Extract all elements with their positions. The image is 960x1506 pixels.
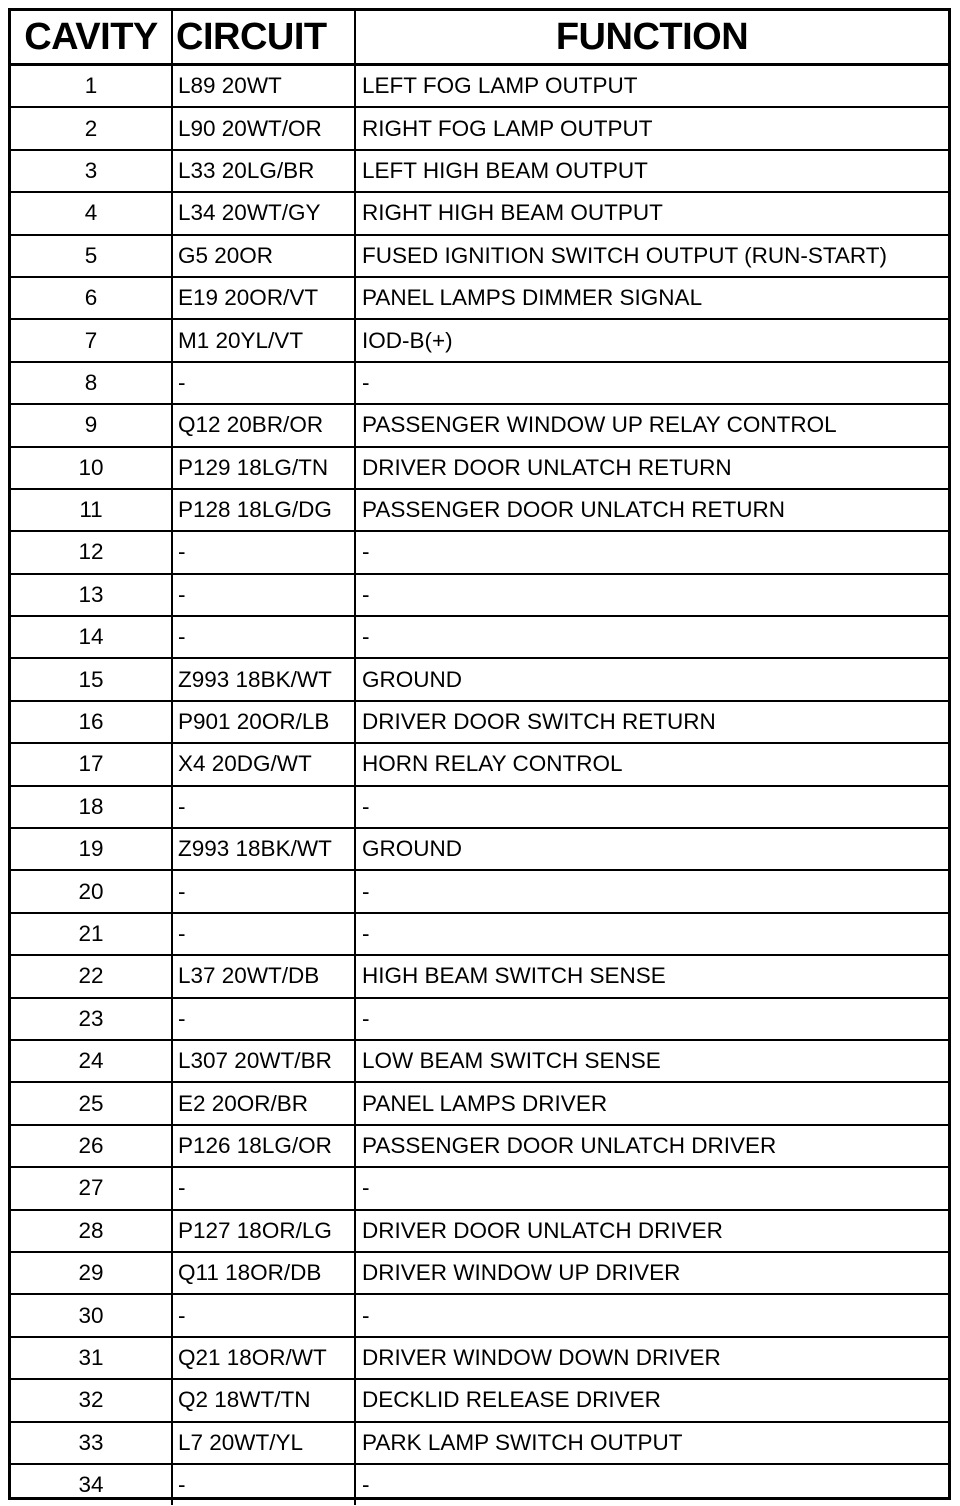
function-cell: - [355, 913, 948, 955]
pinout-table [11, 11, 948, 1505]
function-cell: - [355, 616, 948, 658]
circuit-cell: L89 20WT [172, 65, 355, 108]
cavity-cell: 17 [11, 743, 172, 785]
cavity-cell: 6 [11, 277, 172, 319]
header-function: FUNCTION [355, 11, 948, 65]
table-row [11, 447, 948, 489]
function-cell: DRIVER WINDOW UP DRIVER [355, 1252, 948, 1294]
cavity-cell: 30 [11, 1294, 172, 1336]
cavity-cell: 34 [11, 1464, 172, 1505]
cavity-cell: 21 [11, 913, 172, 955]
table-row [11, 743, 948, 785]
table-row [11, 786, 948, 828]
table-row [11, 1294, 948, 1336]
circuit-cell: E19 20OR/VT [172, 277, 355, 319]
function-cell: DRIVER DOOR SWITCH RETURN [355, 701, 948, 743]
table-row [11, 531, 948, 573]
table-header [11, 11, 948, 65]
cavity-cell: 9 [11, 404, 172, 446]
cavity-cell: 26 [11, 1125, 172, 1167]
circuit-cell: G5 20OR [172, 235, 355, 277]
circuit-cell: L34 20WT/GY [172, 192, 355, 234]
cavity-cell: 1 [11, 65, 172, 108]
table-row [11, 574, 948, 616]
circuit-cell: Q2 18WT/TN [172, 1379, 355, 1421]
function-cell: GROUND [355, 658, 948, 700]
table-row [11, 701, 948, 743]
function-cell: - [355, 574, 948, 616]
function-cell: LOW BEAM SWITCH SENSE [355, 1040, 948, 1082]
cavity-cell: 29 [11, 1252, 172, 1294]
cavity-cell: 3 [11, 150, 172, 192]
table-row [11, 658, 948, 700]
function-cell: HORN RELAY CONTROL [355, 743, 948, 785]
cavity-cell: 19 [11, 828, 172, 870]
table-row [11, 1379, 948, 1421]
table-row [11, 998, 948, 1040]
function-cell: GROUND [355, 828, 948, 870]
cavity-cell: 7 [11, 319, 172, 361]
function-cell: PANEL LAMPS DIMMER SIGNAL [355, 277, 948, 319]
function-cell: IOD-B(+) [355, 319, 948, 361]
cavity-cell: 4 [11, 192, 172, 234]
table-row [11, 1167, 948, 1209]
circuit-cell: Z993 18BK/WT [172, 828, 355, 870]
function-cell: RIGHT FOG LAMP OUTPUT [355, 107, 948, 149]
cavity-cell: 15 [11, 658, 172, 700]
table-row [11, 1422, 948, 1464]
function-cell: DECKLID RELEASE DRIVER [355, 1379, 948, 1421]
table-row [11, 192, 948, 234]
table-row [11, 870, 948, 912]
circuit-cell: - [172, 574, 355, 616]
table-row [11, 1125, 948, 1167]
function-cell: LEFT FOG LAMP OUTPUT [355, 65, 948, 108]
cavity-cell: 23 [11, 998, 172, 1040]
header-circuit: CIRCUIT [172, 11, 355, 65]
function-cell: - [355, 786, 948, 828]
function-cell: DRIVER DOOR UNLATCH DRIVER [355, 1210, 948, 1252]
table-row [11, 1040, 948, 1082]
table-row [11, 235, 948, 277]
table-body [11, 65, 948, 1506]
circuit-cell: P128 18LG/DG [172, 489, 355, 531]
circuit-cell: Z993 18BK/WT [172, 658, 355, 700]
cavity-cell: 27 [11, 1167, 172, 1209]
cavity-cell: 33 [11, 1422, 172, 1464]
circuit-cell: P129 18LG/TN [172, 447, 355, 489]
function-cell: LEFT HIGH BEAM OUTPUT [355, 150, 948, 192]
table-row [11, 1210, 948, 1252]
table-row [11, 107, 948, 149]
circuit-cell: - [172, 870, 355, 912]
table-row [11, 65, 948, 108]
function-cell: HIGH BEAM SWITCH SENSE [355, 955, 948, 997]
table-row [11, 404, 948, 446]
function-cell: - [355, 870, 948, 912]
circuit-cell: - [172, 1167, 355, 1209]
circuit-cell: - [172, 913, 355, 955]
table-row [11, 1337, 948, 1379]
cavity-cell: 10 [11, 447, 172, 489]
header-cavity: CAVITY [11, 11, 172, 65]
cavity-cell: 22 [11, 955, 172, 997]
cavity-cell: 28 [11, 1210, 172, 1252]
function-cell: - [362, 1472, 370, 1498]
connector-pinout-table [8, 8, 951, 1500]
function-cell: - [355, 531, 948, 573]
table-row [11, 319, 948, 361]
circuit-cell: L90 20WT/OR [172, 107, 355, 149]
table-row [11, 1464, 948, 1505]
function-cell: - [355, 362, 948, 404]
cavity-cell: 12 [11, 531, 172, 573]
circuit-cell: L7 20WT/YL [172, 1422, 355, 1464]
cavity-cell: 5 [11, 235, 172, 277]
circuit-cell: - [172, 616, 355, 658]
cavity-cell: 32 [11, 1379, 172, 1421]
cavity-cell: 16 [11, 701, 172, 743]
circuit-cell: - [172, 786, 355, 828]
table-row [11, 913, 948, 955]
function-cell: PANEL LAMPS DRIVER [355, 1082, 948, 1124]
cavity-cell: 14 [11, 616, 172, 658]
circuit-cell: L307 20WT/BR [172, 1040, 355, 1082]
function-cell: PASSENGER WINDOW UP RELAY CONTROL [355, 404, 948, 446]
circuit-cell: - [172, 998, 355, 1040]
cavity-cell: 31 [11, 1337, 172, 1379]
circuit-cell: Q11 18OR/DB [172, 1252, 355, 1294]
table-row [11, 489, 948, 531]
table-row [11, 616, 948, 658]
function-cell: DRIVER DOOR UNLATCH RETURN [355, 447, 948, 489]
function-cell: RIGHT HIGH BEAM OUTPUT [355, 192, 948, 234]
function-cell: - [355, 1167, 948, 1209]
function-cell: DRIVER WINDOW DOWN DRIVER [355, 1337, 948, 1379]
circuit-cell: Q12 20BR/OR [172, 404, 355, 446]
function-cell: PARK LAMP SWITCH OUTPUT [355, 1422, 948, 1464]
circuit-cell: X4 20DG/WT [172, 743, 355, 785]
table-row [11, 362, 948, 404]
circuit-cell: M1 20YL/VT [172, 319, 355, 361]
circuit-cell: P127 18OR/LG [172, 1210, 355, 1252]
cavity-cell: 24 [11, 1040, 172, 1082]
function-cell: FUSED IGNITION SWITCH OUTPUT (RUN-START) [355, 235, 948, 277]
cavity-cell: 18 [11, 786, 172, 828]
circuit-cell: P901 20OR/LB [172, 701, 355, 743]
cavity-cell: 13 [11, 574, 172, 616]
function-cell: - [355, 1294, 948, 1336]
circuit-cell: Q21 18OR/WT [172, 1337, 355, 1379]
table-row [11, 150, 948, 192]
circuit-cell: - [172, 1294, 355, 1336]
circuit-cell: L33 20LG/BR [172, 150, 355, 192]
function-cell: PASSENGER DOOR UNLATCH DRIVER [355, 1125, 948, 1167]
circuit-cell: - [172, 1464, 355, 1505]
function-cell: PASSENGER DOOR UNLATCH RETURN [355, 489, 948, 531]
table-row [11, 1252, 948, 1294]
circuit-cell: - [172, 362, 355, 404]
cavity-cell: 25 [11, 1082, 172, 1124]
table-row [11, 277, 948, 319]
circuit-cell: L37 20WT/DB [172, 955, 355, 997]
header-row [11, 11, 948, 65]
table-row [11, 955, 948, 997]
cavity-cell: 2 [11, 107, 172, 149]
table-row [11, 1082, 948, 1124]
function-cell: - [355, 998, 948, 1040]
circuit-cell: P126 18LG/OR [172, 1125, 355, 1167]
cavity-cell: 20 [11, 870, 172, 912]
circuit-cell: - [172, 531, 355, 573]
table-row [11, 828, 948, 870]
cavity-cell: 11 [11, 489, 172, 531]
circuit-cell: E2 20OR/BR [172, 1082, 355, 1124]
cavity-cell: 8 [11, 362, 172, 404]
